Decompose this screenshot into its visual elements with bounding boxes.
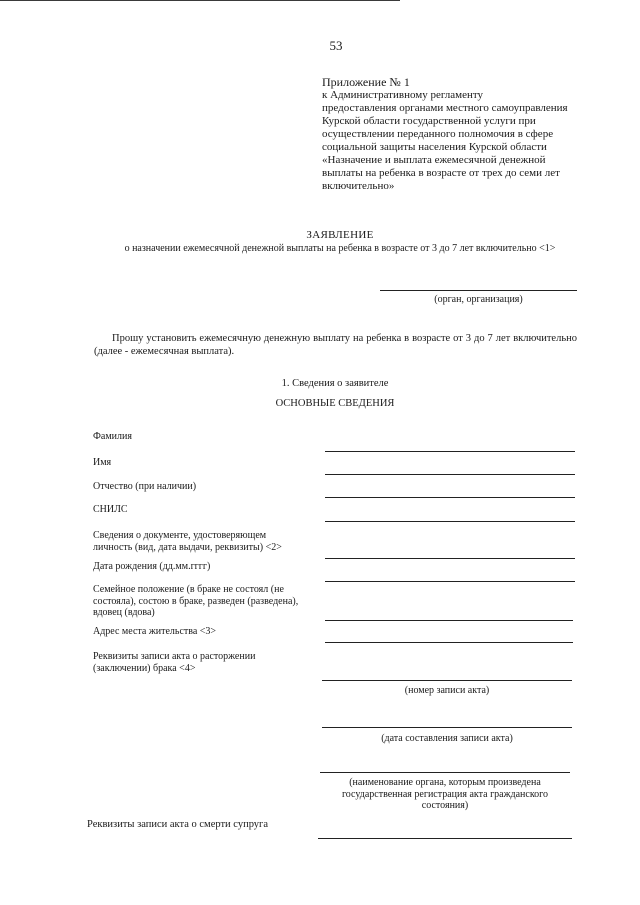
registry-organ-caption <box>320 777 570 812</box>
registry-organ-line[interactable] <box>320 772 570 773</box>
id-document-field[interactable] <box>325 558 575 559</box>
top-border-line <box>0 0 400 1</box>
organ-caption: (орган, организация) <box>434 294 523 305</box>
patronymic-field[interactable] <box>325 497 575 498</box>
label-birth-date: Дата рождения (дд.мм.гггг) <box>93 561 211 572</box>
snils-field[interactable] <box>325 521 575 522</box>
appendix-line: включительно» <box>322 180 395 192</box>
label-line: Семейное положение (в браке не состоял (не <box>93 584 284 595</box>
address-field[interactable] <box>325 642 573 643</box>
label-address: Адрес места жительства <3> <box>93 626 217 637</box>
label-divorce-record <box>93 651 323 674</box>
record-number-caption: (номер записи акта) <box>404 685 490 696</box>
label-line: вдовец (вдова) <box>93 607 155 618</box>
label-surname: Фамилия <box>93 431 132 442</box>
page-number: 53 <box>329 38 343 53</box>
caption-line: (наименование органа, которым произведена <box>349 777 541 788</box>
appendix-line: Приложение № 1 <box>322 75 410 89</box>
label-line: (заключении) брака <4> <box>93 662 196 674</box>
section-subheading: ОСНОВНЫЕ СВЕДЕНИЯ <box>275 398 395 409</box>
caption-line: состояния) <box>421 800 469 811</box>
section-heading: 1. Сведения о заявителе <box>281 378 389 389</box>
death-record-field[interactable] <box>318 838 572 839</box>
request-text: Прошу установить ежемесячную денежную выплату на ребенка в возрасте от 3 до 7 лет включительно (далее - ежемесячная выплата). <box>94 333 577 357</box>
document-title: ЗАЯВЛЕНИЕ <box>306 229 374 241</box>
label-line: Реквизиты записи акта о расторжении <box>93 651 256 662</box>
label-patronymic: Отчество (при наличии) <box>93 481 197 492</box>
record-number-line[interactable] <box>322 680 572 681</box>
label-id-document <box>93 530 323 553</box>
label-line: Сведения о документе, удостоверяющем <box>93 530 267 541</box>
label-marital-status <box>93 584 323 619</box>
appendix-line: к Административному регламенту <box>322 89 484 101</box>
appendix-line: социальной защиты населения Курской области <box>322 141 547 153</box>
record-date-caption: (дата составления записи акта) <box>381 733 513 744</box>
appendix-block <box>322 76 622 193</box>
caption-line: государственная регистрация акта гражданского <box>341 788 549 800</box>
document-subtitle: о назначении ежемесячной денежной выплаты на ребенка в возрасте от 3 до 7 лет включительно <1> <box>124 243 556 254</box>
marital-status-field[interactable] <box>325 620 573 621</box>
appendix-line: Курской области государственной услуги при <box>322 115 536 127</box>
surname-field[interactable] <box>325 451 575 452</box>
record-date-line[interactable] <box>322 727 572 728</box>
appendix-line: осуществлении переданного полномочия в сфере <box>322 128 554 140</box>
label-snils: СНИЛС <box>93 504 128 515</box>
label-name: Имя <box>93 457 112 468</box>
appendix-line: выплаты на ребенка в возрасте от трех до семи лет <box>322 167 560 179</box>
appendix-line: «Назначение и выплата ежемесячной денежной <box>322 154 546 166</box>
label-line: личность (вид, дата выдачи, реквизиты) <2> <box>93 541 282 553</box>
organ-line[interactable] <box>380 290 577 291</box>
appendix-line: предоставления органами местного самоуправления <box>322 102 568 114</box>
label-line: состояла), состою в браке, разведен (разведена), <box>93 595 299 607</box>
label-death-record: Реквизиты записи акта о смерти супруга <box>87 819 269 830</box>
name-field[interactable] <box>325 474 575 475</box>
birth-date-field[interactable] <box>325 581 575 582</box>
